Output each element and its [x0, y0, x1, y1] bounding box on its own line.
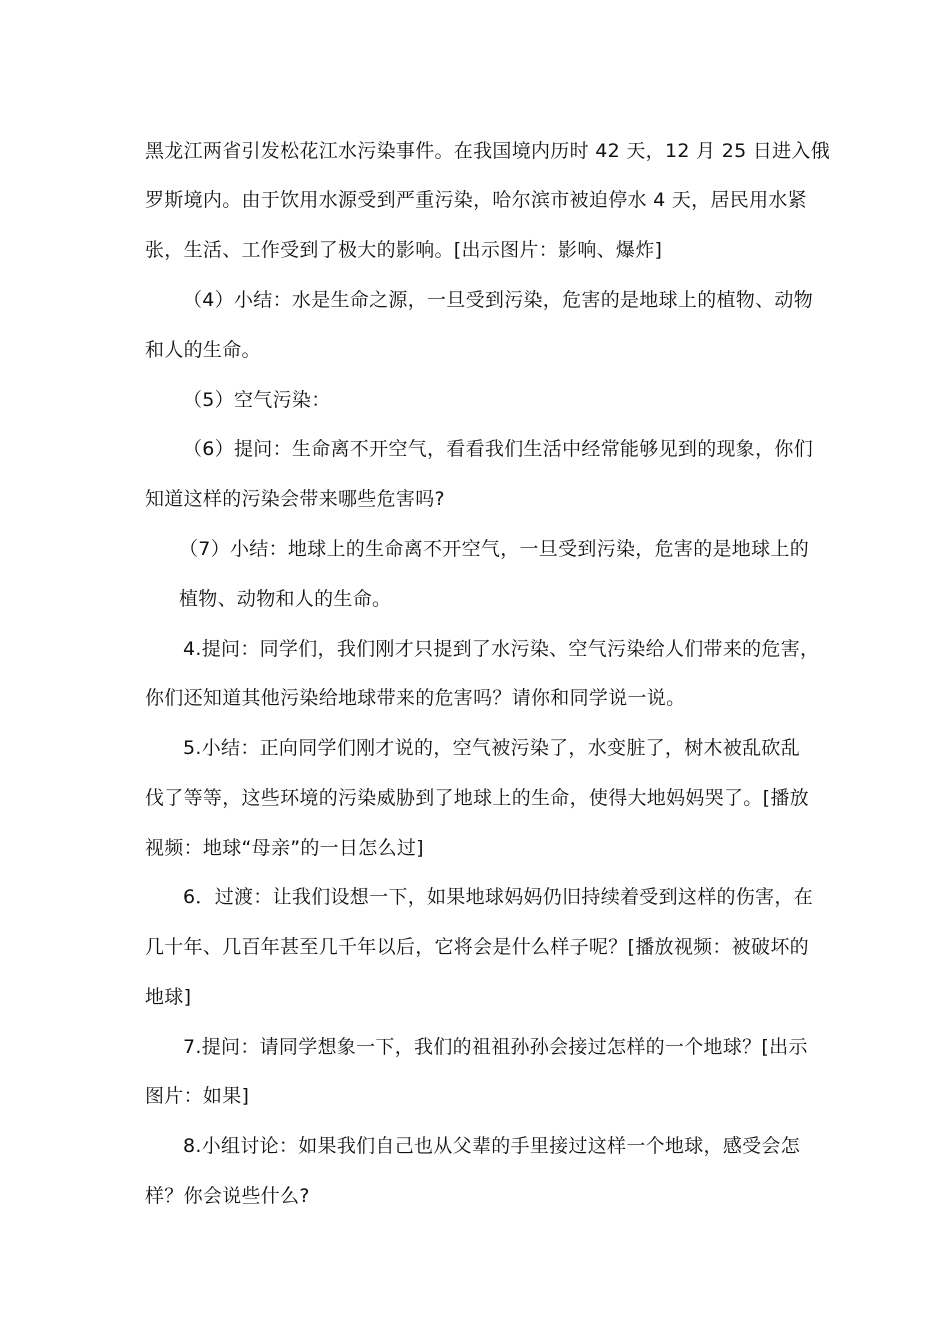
text-line: 样？你会说些什么?: [145, 1185, 310, 1207]
text-line: 伐了等等，这些环境的污染威胁到了地球上的生命，使得大地妈妈哭了。[播放: [145, 787, 809, 809]
text-line: 视频：地球“母亲”的一日怎么过]: [145, 837, 424, 859]
text-line: 植物、动物和人的生命。: [179, 588, 392, 610]
text-line: 6．过渡：让我们设想一下，如果地球妈妈仍旧持续着受到这样的伤害，在: [183, 886, 813, 908]
text-line: 7.提问：请同学想象一下，我们的祖祖孙孙会接过怎样的一个地球？[出示: [183, 1036, 808, 1058]
text-line: （7）小结：地球上的生命离不开空气，一旦受到污染，危害的是地球上的: [179, 538, 809, 560]
text-line: 4.提问：同学们，我们刚才只提到了水污染、空气污染给人们带来的危害，: [183, 638, 820, 660]
text-line: （6）提问：生命离不开空气，看看我们生活中经常能够见到的现象，你们: [183, 438, 813, 460]
text-line: 几十年、几百年甚至几千年以后，它将会是什么样子呢？[播放视频：被破坏的: [145, 936, 809, 958]
text-line: 罗斯境内。由于饮用水源受到严重污染，哈尔滨市被迫停水 4 天，居民用水紧: [145, 189, 807, 211]
text-line: （4）小结：水是生命之源，一旦受到污染，危害的是地球上的植物、动物: [183, 289, 813, 311]
text-line: 5.小结：正向同学们刚才说的，空气被污染了，水变脏了，树木被乱砍乱: [183, 737, 801, 759]
text-line: 8.小组讨论：如果我们自己也从父辈的手里接过这样一个地球，感受会怎: [183, 1135, 801, 1157]
text-line: 和人的生命。: [145, 339, 261, 361]
text-line: 图片：如果]: [145, 1085, 250, 1107]
text-line: 知道这样的污染会带来哪些危害吗?: [145, 488, 445, 510]
text-line: （5）空气污染：: [183, 389, 331, 411]
text-line: 你们还知道其他污染给地球带来的危害吗？请你和同学说一说。: [145, 687, 686, 709]
text-line: 张，生活、工作受到了极大的影响。[出示图片：影响、爆炸]: [145, 239, 663, 261]
text-line: 地球]: [145, 986, 192, 1008]
text-line: 黑龙江两省引发松花江水污染事件。在我国境内历时 42 天，12 月 25 日进入俄: [145, 140, 831, 162]
